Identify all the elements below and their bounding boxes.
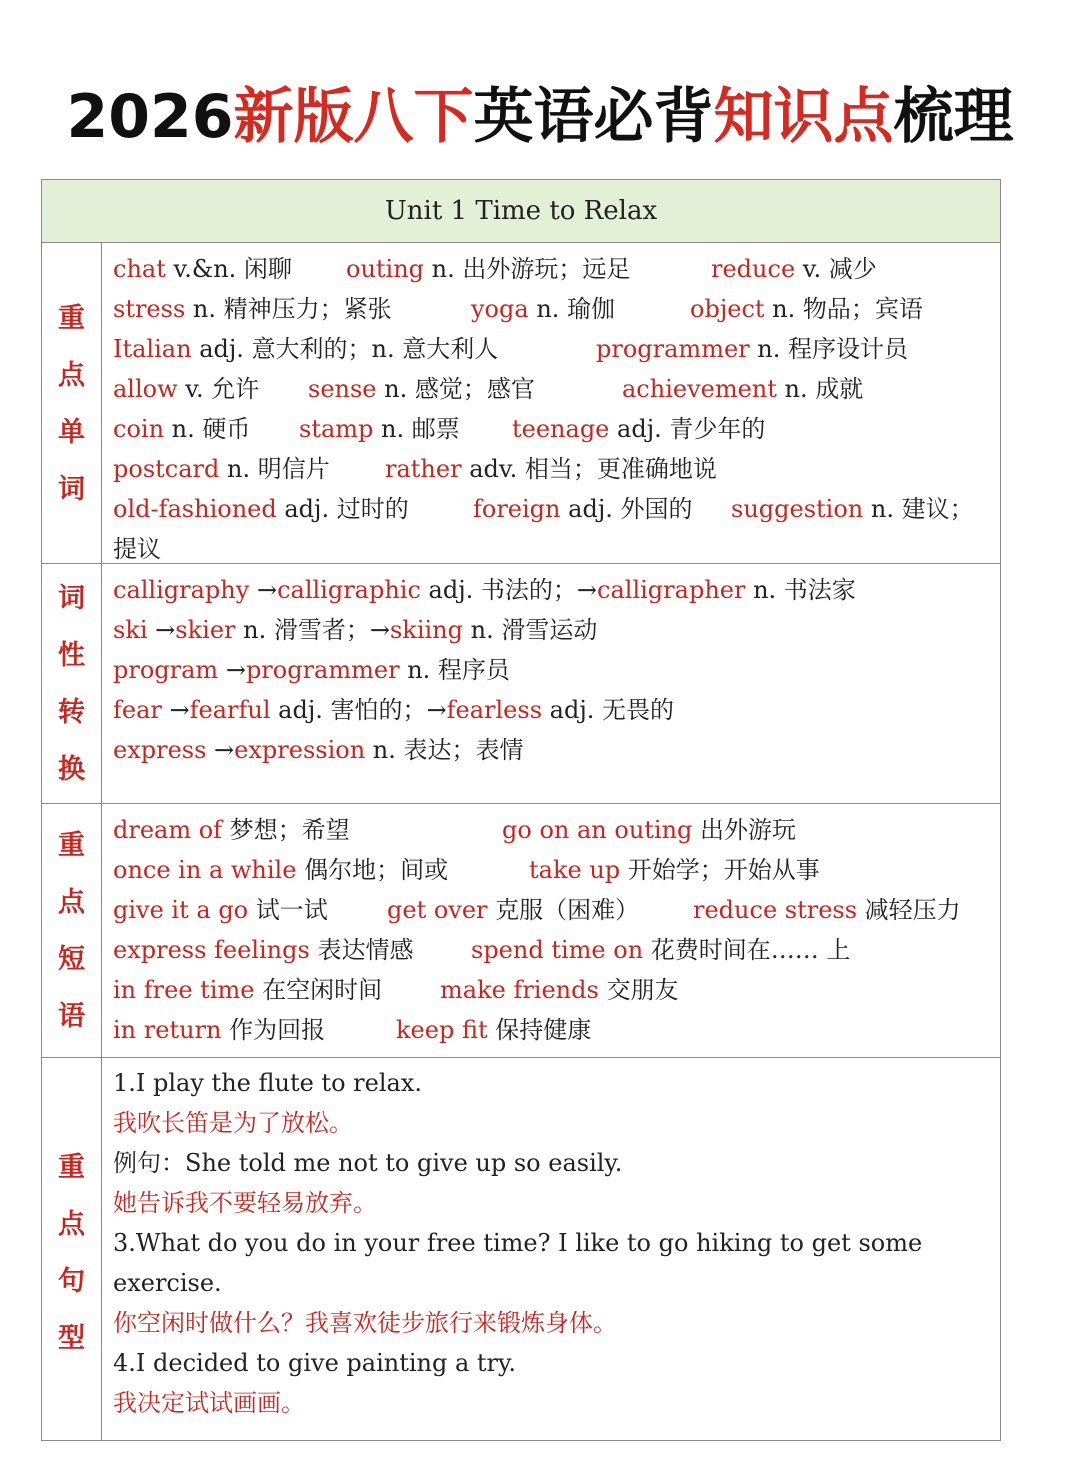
entry: reduce v. 减少 bbox=[711, 255, 877, 283]
entry: skier n. 滑雪者；→ bbox=[175, 616, 390, 644]
label-char: 型 bbox=[58, 1323, 85, 1354]
label-char: 词 bbox=[58, 582, 85, 614]
label-char: 语 bbox=[58, 1000, 85, 1032]
label-char: 点 bbox=[58, 1209, 85, 1240]
phrase-line bbox=[113, 810, 1000, 850]
entry: teenage adj. 青少年的 bbox=[512, 415, 766, 443]
entry: stress n. 精神压力；紧张 bbox=[113, 295, 392, 323]
entry: in return 作为回报 bbox=[113, 1016, 326, 1044]
sentence-line: exercise. bbox=[113, 1269, 222, 1297]
sentence-translation: 我吹长笛是为了放松。 bbox=[113, 1109, 353, 1137]
label-char: 转 bbox=[58, 696, 85, 728]
entry: go on an outing 出外游玩 bbox=[502, 816, 797, 844]
title-knowledge: 知识点 bbox=[713, 82, 894, 152]
section-key-words bbox=[42, 243, 1000, 564]
section-label bbox=[42, 243, 102, 563]
entry: fearful adj. 害怕的；→ bbox=[189, 696, 447, 724]
entry: stamp n. 邮票 bbox=[299, 415, 460, 443]
unit-header: Unit 1 Time to Relax bbox=[42, 180, 1000, 243]
knowledge-table bbox=[41, 179, 1001, 1441]
title-summary: 梳理 bbox=[893, 82, 1014, 152]
sentence-line: 3.What do you do in your free time? I like to go hiking to get some bbox=[113, 1229, 923, 1257]
sentence-translation: 我决定试试画画。 bbox=[113, 1389, 305, 1417]
entry: fearless adj. 无畏的 bbox=[446, 696, 675, 724]
entry: rather adv. 相当；更准确地说 bbox=[385, 455, 717, 483]
section-key-phrases bbox=[42, 804, 1000, 1058]
label-char: 换 bbox=[58, 753, 85, 785]
entry: give it a go 试一试 bbox=[113, 896, 328, 924]
label-char: 单 bbox=[58, 417, 85, 448]
word-line bbox=[113, 289, 1000, 329]
section-label bbox=[42, 1058, 102, 1440]
label-char: 重 bbox=[58, 303, 85, 334]
entry: dream of 梦想；希望 bbox=[113, 816, 350, 844]
section-body bbox=[102, 1058, 1000, 1440]
entry: expression n. 表达；表情 bbox=[234, 736, 524, 764]
page-title bbox=[0, 72, 1080, 162]
entry: yoga n. 瑜伽 bbox=[471, 295, 616, 323]
entry: allow v. 允许 bbox=[113, 375, 260, 403]
entry: fear → bbox=[113, 696, 190, 724]
label-char: 点 bbox=[58, 360, 85, 391]
entry: keep fit 保持健康 bbox=[396, 1016, 592, 1044]
entry: get over 克服（困难） bbox=[387, 896, 640, 924]
word-line bbox=[113, 329, 1000, 369]
title-subject: 英语必背 bbox=[473, 82, 714, 152]
entry: old-fashioned adj. 过时的 bbox=[113, 495, 409, 523]
form-line bbox=[113, 690, 1000, 730]
entry: programmer n. 程序员 bbox=[245, 656, 510, 684]
section-body bbox=[102, 243, 1000, 563]
phrase-line bbox=[113, 850, 1000, 890]
form-line bbox=[113, 570, 1000, 610]
section-body bbox=[102, 804, 1000, 1057]
entry: Italian adj. 意大利的；n. 意大利人 bbox=[113, 335, 499, 363]
entry: in free time 在空闲时间 bbox=[113, 976, 383, 1004]
entry: reduce stress 减轻压力 bbox=[693, 896, 961, 924]
entry: chat v.&n. 闲聊 bbox=[113, 255, 292, 283]
word-line bbox=[113, 369, 1000, 409]
form-line bbox=[113, 650, 1000, 690]
section-key-sentences bbox=[42, 1058, 1000, 1440]
label-char: 重 bbox=[58, 829, 85, 861]
section-word-forms bbox=[42, 564, 1000, 804]
section-body bbox=[102, 564, 1000, 803]
entry: skiing n. 滑雪运动 bbox=[389, 616, 598, 644]
entry: take up 开始学；开始从事 bbox=[529, 856, 820, 884]
label-char: 重 bbox=[58, 1152, 85, 1183]
word-line bbox=[113, 489, 1000, 529]
sentence-line: 1.I play the flute to relax. bbox=[113, 1069, 422, 1097]
title-edition: 新版八下 bbox=[233, 82, 474, 152]
entry: achievement n. 成就 bbox=[622, 375, 864, 403]
label-char: 短 bbox=[58, 943, 85, 975]
sentence-line: 例句：She told me not to give up so easily. bbox=[113, 1149, 623, 1177]
entry: object n. 物品；宾语 bbox=[690, 295, 923, 323]
title-year: 2026 bbox=[66, 82, 234, 152]
entry: spend time on 花费时间在…… 上 bbox=[471, 936, 851, 964]
word-line bbox=[113, 449, 1000, 489]
entry: postcard n. 明信片 bbox=[113, 455, 330, 483]
entry: once in a while 偶尔地；间或 bbox=[113, 856, 449, 884]
entry: foreign adj. 外国的 bbox=[473, 495, 693, 523]
entry: express → bbox=[113, 736, 235, 764]
form-line bbox=[113, 730, 1000, 770]
label-char: 点 bbox=[58, 886, 85, 918]
sentence-translation: 你空闲时做什么？我喜欢徒步旅行来锻炼身体。 bbox=[113, 1309, 617, 1337]
entry: 提议 bbox=[113, 535, 161, 563]
label-char: 词 bbox=[58, 474, 85, 505]
entry: express feelings 表达情感 bbox=[113, 936, 414, 964]
label-char: 句 bbox=[58, 1266, 85, 1297]
word-line bbox=[113, 529, 1000, 569]
entry: outing n. 出外游玩；远足 bbox=[346, 255, 631, 283]
section-label bbox=[42, 804, 102, 1057]
entry: program → bbox=[113, 656, 246, 684]
phrase-line bbox=[113, 1010, 1000, 1050]
sentence-line: 4.I decided to give painting a try. bbox=[113, 1349, 517, 1377]
entry: ski → bbox=[113, 616, 176, 644]
entry: suggestion n. 建议； bbox=[731, 495, 974, 523]
entry: calligraphic adj. 书法的；→ bbox=[277, 576, 598, 604]
entry: calligrapher n. 书法家 bbox=[597, 576, 856, 604]
word-line bbox=[113, 409, 1000, 449]
label-char: 性 bbox=[58, 639, 85, 671]
entry: programmer n. 程序设计员 bbox=[596, 335, 908, 363]
phrase-line bbox=[113, 930, 1000, 970]
phrase-line bbox=[113, 970, 1000, 1010]
entry: sense n. 感觉；感官 bbox=[308, 375, 535, 403]
form-line bbox=[113, 610, 1000, 650]
entry: coin n. 硬币 bbox=[113, 415, 251, 443]
phrase-line bbox=[113, 890, 1000, 930]
word-line bbox=[113, 249, 1000, 289]
sentence-translation: 她告诉我不要轻易放弃。 bbox=[113, 1189, 377, 1217]
entry: calligraphy → bbox=[113, 576, 278, 604]
entry: make friends 交朋友 bbox=[440, 976, 679, 1004]
section-label bbox=[42, 564, 102, 803]
